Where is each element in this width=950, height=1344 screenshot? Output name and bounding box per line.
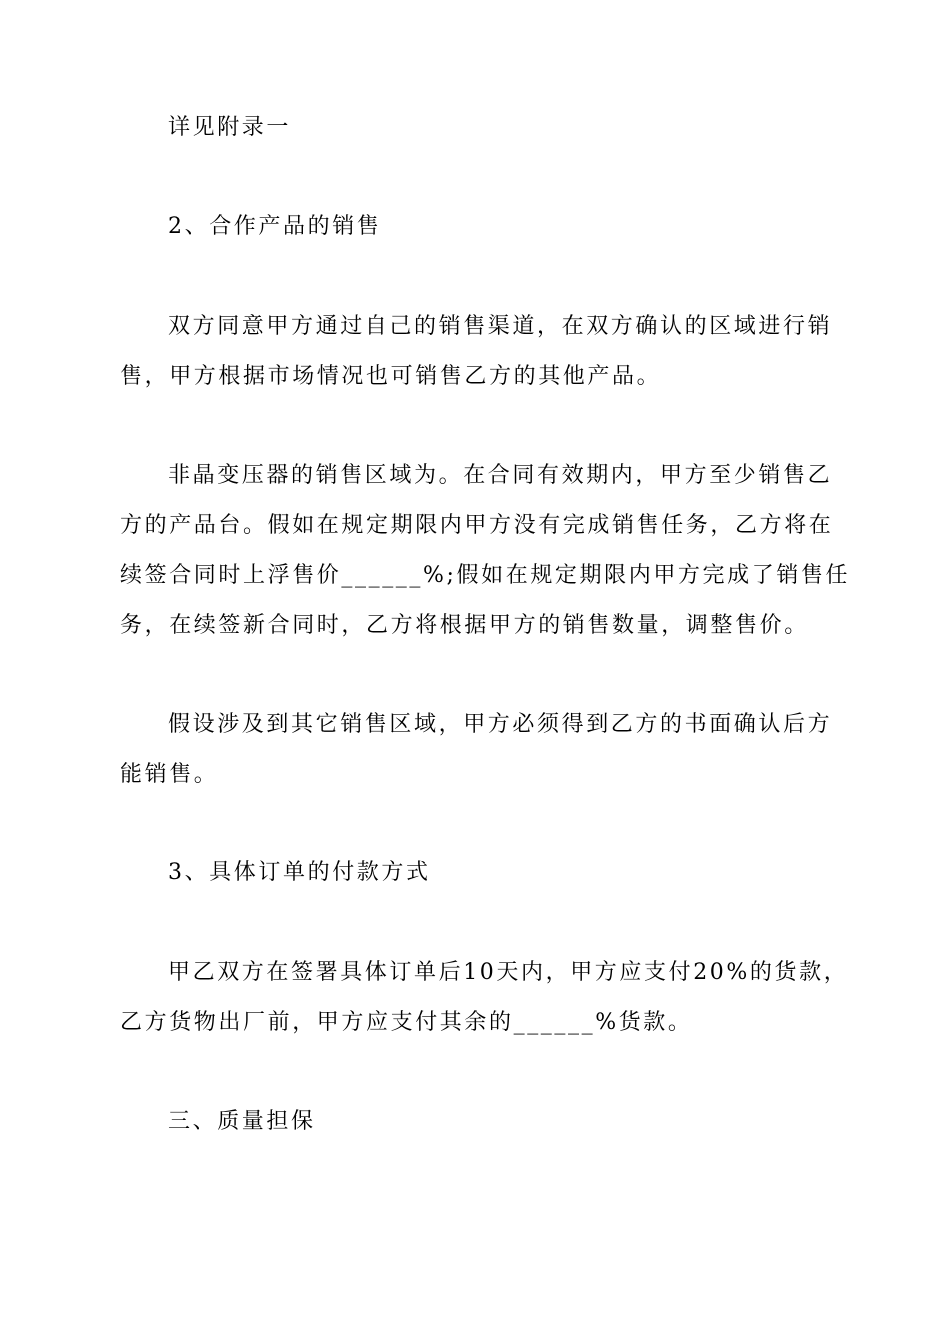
paragraph-appendix-ref [120,103,832,153]
text-line: 假设涉及到其它销售区域，甲方必须得到乙方的书面确认后方 [168,712,833,737]
section-heading-payment [120,848,832,898]
text-line: 续签合同时上浮售价______%;假如在规定期限内甲方完成了销售任 [120,563,851,588]
text-line: 方的产品台。假如在规定期限内甲方没有完成销售任务，乙方将在 [120,513,834,538]
text-line: 售，甲方根据市场情况也可销售乙方的其他产品。 [120,364,662,389]
text-line: 2、合作产品的销售 [168,214,382,239]
text-line: 能销售。 [120,762,219,787]
section-heading-quality-guarantee [120,1097,832,1147]
paragraph-sales-channel [120,302,832,402]
text-line: 三、质量担保 [168,1109,316,1134]
text-line: 3、具体订单的付款方式 [168,860,431,885]
section-heading-product-sales [120,202,832,252]
paragraph-sales-region [120,451,851,651]
text-line: 双方同意甲方通过自己的销售渠道，在双方确认的区域进行销 [168,314,833,339]
paragraph-payment-terms [120,948,849,1048]
text-line: 详见附录一 [168,115,292,140]
paragraph-other-regions [120,700,832,800]
text-line: 务，在续签新合同时，乙方将根据甲方的销售数量，调整售价。 [120,613,809,638]
text-line: 甲乙双方在签署具体订单后10天内，甲方应支付20%的货款， [168,960,849,985]
text-line: 乙方货物出厂前，甲方应支付其余的______%货款。 [120,1010,693,1035]
text-line: 非晶变压器的销售区域为。在合同有效期内，甲方至少销售乙 [168,463,833,488]
